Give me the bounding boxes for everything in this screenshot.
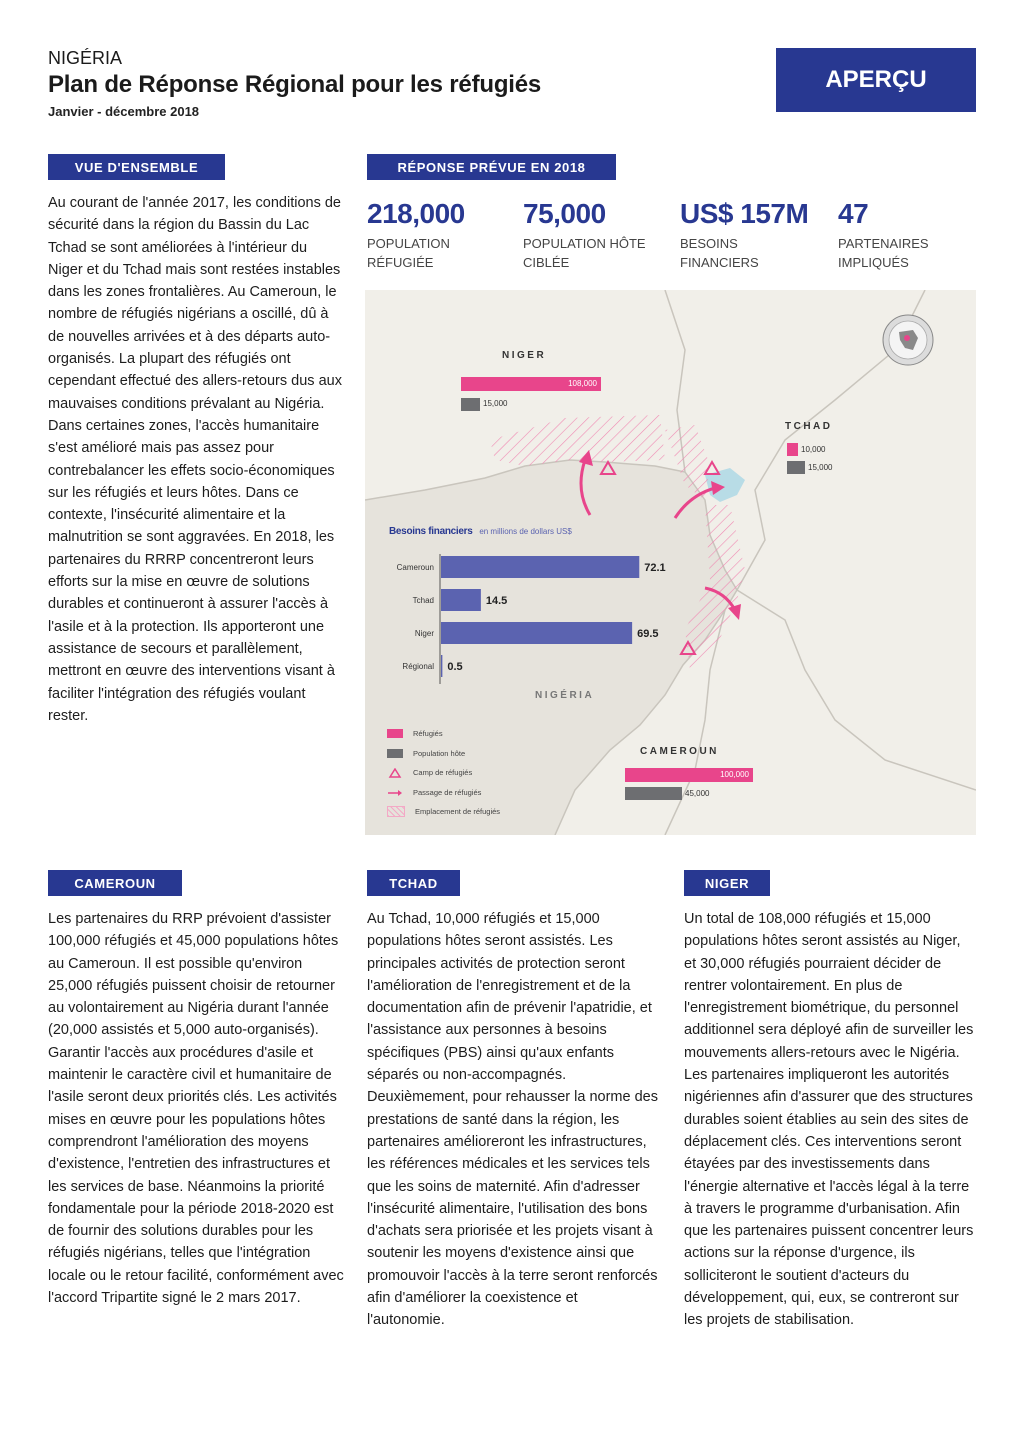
map-label-nigeria: NIGÉRIA — [535, 690, 595, 701]
legend-label: Passage de réfugiés — [413, 787, 482, 797]
legend-item — [387, 802, 587, 822]
niger-host-bar — [461, 398, 480, 411]
chart-category-label: Niger — [414, 629, 434, 638]
camp-icon — [387, 768, 403, 777]
refugee-area-niger — [490, 415, 665, 466]
map-label-niger: NIGER — [502, 350, 547, 361]
stat-value: 218,000 — [367, 198, 465, 229]
map-label-tchad: TCHAD — [785, 421, 833, 432]
date-range: Janvier - décembre 2018 — [48, 104, 200, 119]
arrow-icon — [387, 788, 403, 797]
region-map — [365, 290, 976, 835]
section-label-niger: NIGER — [684, 870, 770, 896]
country-name: NIGÉRIA — [48, 48, 123, 68]
section-label-cameroun: CAMEROUN — [48, 870, 182, 896]
niger-text: Un total de 108,000 réfugiés et 15,000 populations hôtes seront assistés au Niger, et 30,000 réfugiés pourraient décider de rentrer volontairement. En plus de l'enregistrement biométrique, du personnel additionnel sera déployé afin de surveiller les mouvements allers-retours avec le Nigéria. Les partenaires impliqueront les autorités nigériennes afin d'assurer que des structures durables soient établies au sein des sites de déplacement clés. Ces interventions seront étayées par des investissements dans l'énergie alternative et l'accès légal à la terre à travers le programme d'urbanisation. Afin que les partenaires puissent concentrer leurs actions sur la réponse d'urgence, ils solliciteront le soutient d'acteurs du développement, qui, eux, se contreront sur les projets de stabilisation. — [684, 911, 974, 1329]
hatch-swatch — [387, 806, 405, 817]
stat-label: POPULATION HÔTE CIBLÉE — [523, 236, 646, 270]
legend-item — [387, 783, 587, 803]
stat-label: PARTENAIRES IMPLIQUÉS — [838, 236, 929, 270]
legend-swatch — [387, 749, 403, 758]
legend-item — [387, 724, 587, 744]
funding-chart-svg — [365, 552, 685, 692]
chart-value-label: 72.1 — [644, 562, 666, 574]
chart-category-label: Tchad — [412, 596, 434, 605]
stat-refugees — [367, 198, 517, 272]
overview-text: Au courant de l'année 2017, les conditions de sécurité dans la région du Bassin du Lac Tchad se sont améliorées à l'intérieur du Niger et du Tchad mais sont restées instables dans les zones frontalières. Au Cameroun, le nombre de réfugiés nigérians a oscillé, dû à de nouvelles arrivées et à des départs auto-organisés. La plupart des réfugiés ont cependant effectué des allers-retours dus aux mauvaises conditions prévalant au Nigéria. Dans certaines zones, l'accès humanitaire s'est amélioré mais pas assez pour contrebalancer les effets socio-économiques sur les réfugiés et leurs hôtes. Dans ce contexte, l'insécurité alimentaire et la malnutrition se sont aggravées. En 2018, les partenaires du RRRP concentreront leurs efforts sur la mise en œuvre de solutions durables et continueront à assurer l'accès à l'asile et à la protection. Ils apporteront une assistance de secours et parallèlement, mettront en œuvre des interventions visant à faciliter l'intégration des réfugiés voulant rester. — [48, 195, 342, 724]
apercu-badge: APERÇU — [776, 48, 976, 112]
stat-host — [523, 198, 673, 272]
cameroun-host-value: 45,000 — [685, 789, 710, 798]
legend-swatch — [387, 729, 403, 738]
legend-label: Réfugiés — [413, 729, 443, 739]
section-label-tchad: TCHAD — [367, 870, 460, 896]
legend-label: Camp de réfugiés — [413, 768, 473, 778]
chart-bar — [441, 622, 632, 644]
chart-title: Besoins financiers — [389, 526, 473, 537]
stat-value: 47 — [838, 198, 869, 229]
section-label-overview: VUE D'ENSEMBLE — [48, 154, 225, 180]
chart-bar — [441, 589, 481, 611]
stat-value: 75,000 — [523, 198, 606, 229]
locator-globe-icon — [883, 315, 933, 365]
chart-title-block — [389, 526, 572, 537]
tchad-host-bar — [787, 461, 805, 474]
cameroun-refugees-bar: 100,000 — [625, 768, 753, 782]
stat-label: BESOINS FINANCIERS — [680, 236, 759, 270]
legend-label: Emplacement de réfugiés — [415, 807, 501, 817]
stat-partners — [838, 198, 976, 272]
tchad-refugees-value: 10,000 — [801, 445, 826, 454]
funding-bar-chart — [365, 552, 685, 692]
stat-funding — [680, 198, 830, 272]
map-legend — [387, 724, 587, 822]
chart-bar — [441, 655, 442, 677]
tchad-refugees-bar — [787, 443, 798, 456]
stat-value: US$ 157M — [680, 198, 809, 229]
cameroun-host-bar — [625, 787, 682, 800]
legend-item — [387, 763, 587, 783]
chart-category-label: Régional — [402, 662, 434, 671]
chart-bar — [441, 556, 639, 578]
chart-value-label: 14.5 — [485, 595, 508, 607]
stat-label: POPULATION RÉFUGIÉE — [367, 236, 450, 270]
niger-host-value: 15,000 — [483, 399, 508, 408]
legend-label: Population hôte — [413, 748, 466, 758]
niger-refugees-bar: 108,000 — [461, 377, 601, 391]
section-label-response: RÉPONSE PRÉVUE EN 2018 — [367, 154, 616, 180]
map-label-cameroun: CAMEROUN — [640, 746, 719, 757]
cameroun-text: Les partenaires du RRP prévoient d'assister 100,000 réfugiés et 45,000 populations hôtes au Cameroun. Il est possible qu'environ 25,000 réfugiés puissent choisir de retourner au volontairement au Nigéria durant l'année (20,000 assistés et 5,000 auto-organisés). Garantir l'accès aux procédures d'asile et maintenir le caractère civil et humanitaire de l'asile seront deux priorités clés. Les activités mises en œuvre pour les populations hôtes comprendront l'amélioration des moyens d'existence, l'entretien des infrastructures et les services de base. Néanmoins la priorité fondamentale pour la période 2018-2020 est de fournir des solutions durables pour les réfugiés nigérians, telles que l'intégration locale ou le retour facilité, conformément avec l'accord Tripartite signé le 2 mars 2017. — [48, 911, 344, 1307]
page-title: Plan de Réponse Régional pour les réfugiés — [48, 71, 542, 98]
chart-category-label: Cameroun — [396, 563, 434, 572]
tchad-host-value: 15,000 — [808, 463, 833, 472]
legend-item — [387, 744, 587, 764]
chart-value-label: 0.5 — [447, 661, 463, 673]
chart-value-label: 69.5 — [637, 628, 659, 640]
tchad-text: Au Tchad, 10,000 réfugiés et 15,000 populations hôtes seront assistés. Les principales activités de protection seront l'amélioration de l'enregistrement et de la documentation afin de prévenir l'apatridie, et l'assistance aux personnes à besoins spécifiques (PBS) ainsi qu'aux enfants séparés ou non-accompagnés. Deuxièmement, pour rehausser la norme des prestations de santé dans la région, les partenaires amélioreront les infrastructures, les références médicales et les services tels que les soins de maternité. Afin d'adresser l'insécurité alimentaire, l'utilisation des bons d'achats sera priorisée et les projets visant à soutenir les moyens d'existence ainsi que promouvoir l'accès à la terre seront renforcés afin d'améliorer la coexistence et l'autonomie. — [367, 911, 658, 1329]
chart-subtitle: en millions de dollars US$ — [479, 527, 572, 536]
